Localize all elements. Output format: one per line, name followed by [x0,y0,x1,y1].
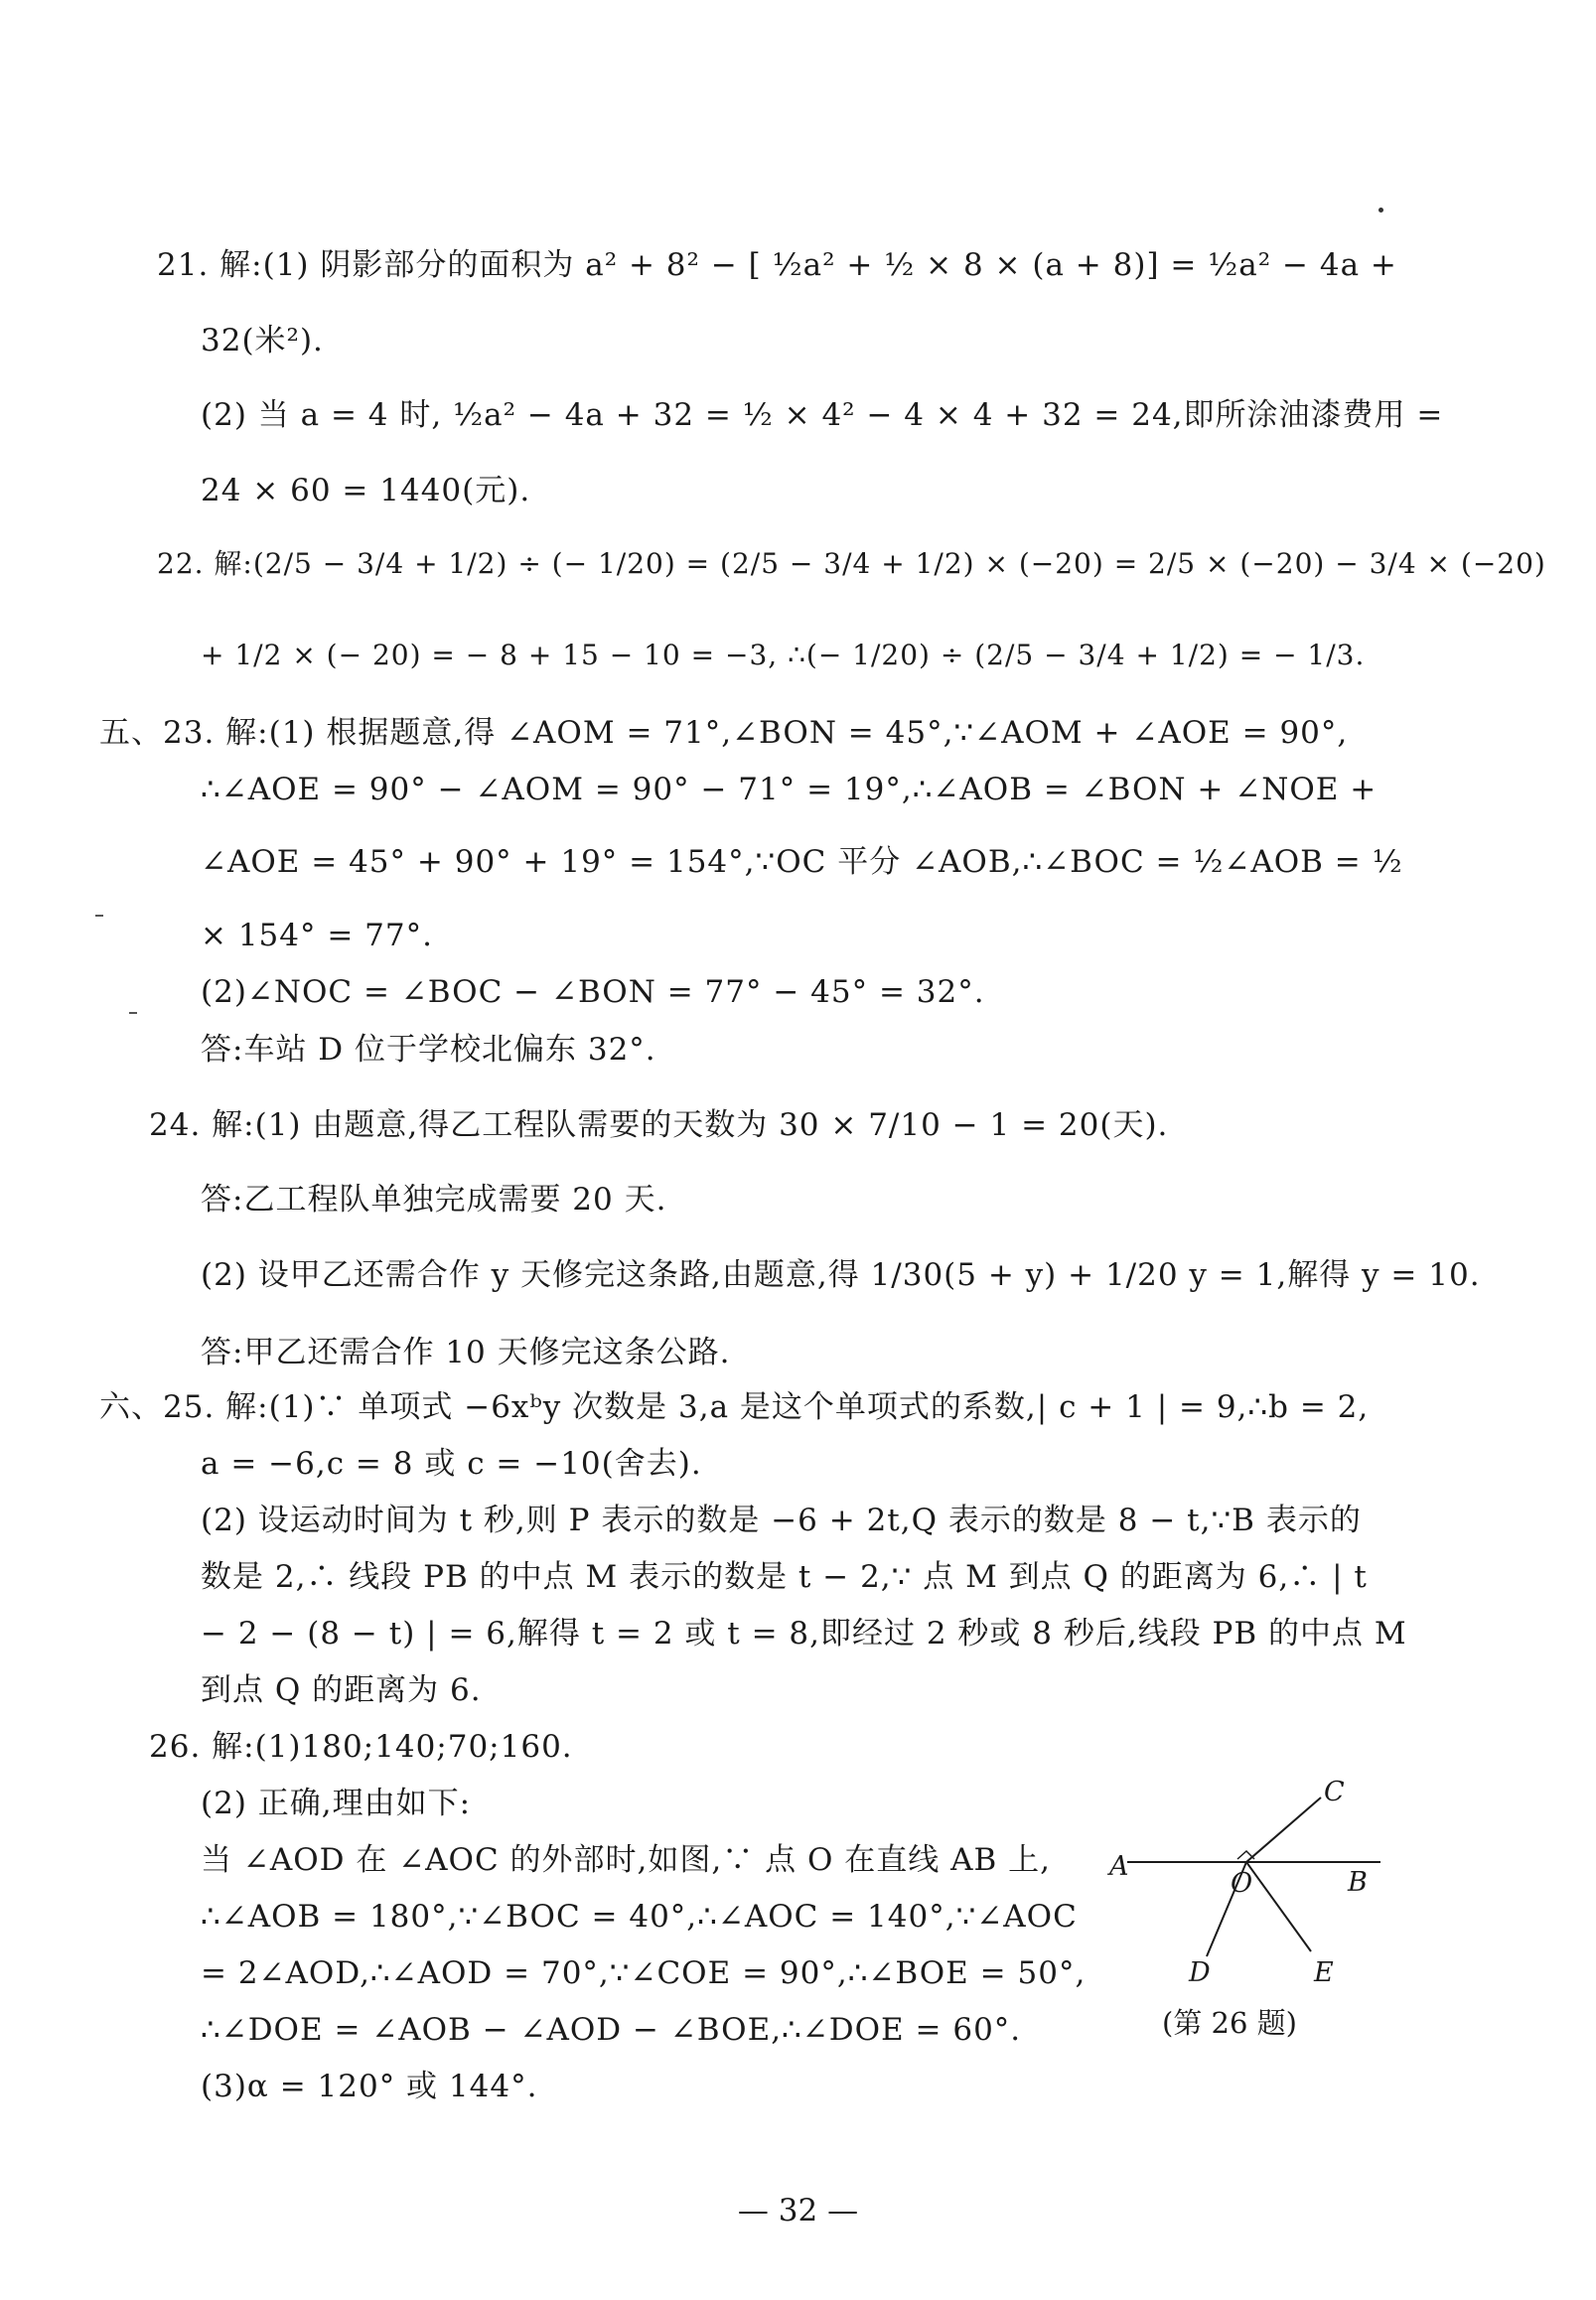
text-line-q21-4: 24 × 60 = 1440(元). [201,473,531,508]
label-o: O [1231,1868,1253,1899]
text-line-q24-1: 24. 解:(1) 由题意,得乙工程队需要的天数为 30 × 7/10 − 1 = 20(天). [149,1107,1169,1143]
text-line-q26-4: ∴∠AOB = 180°,∵∠BOC = 40°,∴∠AOC = 140°,∵∠AOC [201,1899,1078,1935]
text-line-q21-1: 21. 解:(1) 阴影部分的面积为 a² + 8² − [ ½a² + ½ × 8 × (a + 8)] = ½a² − 4a + [157,247,1397,283]
label-d: D [1189,1957,1211,1988]
text-line-q25-6: 到点 Q 的距离为 6. [201,1672,482,1708]
ink-mark [129,1012,137,1014]
text-line-q23-2: ∴∠AOE = 90° − ∠AOM = 90° − 71° = 19°,∴∠AOB = ∠BON + ∠NOE + [201,772,1378,807]
text-line-q26-3: 当 ∠AOD 在 ∠AOC 的外部时,如图,∵ 点 O 在直线 AB 上, [201,1842,1051,1878]
text-line-q24-2: (2) 设甲乙还需合作 y 天修完这条路,由题意,得 1/30(5 + y) + 1/20 y = 1,解得 y = 10. [201,1257,1481,1293]
text-line-q21-3: (2) 当 a = 4 时, ½a² − 4a + 32 = ½ × 4² − 4 × 4 + 32 = 24,即所涂油漆费用 = [201,397,1444,433]
figure-caption: (第 26 题) [1162,2006,1297,2040]
text-line-q23-3: ∠AOE = 45° + 90° + 19° = 154°,∵OC 平分 ∠AOB,∴∠BOC = ½∠AOB = ½ [201,844,1403,880]
text-line-q24-answer-2: 答:甲乙还需合作 10 天修完这条公路. [201,1335,731,1370]
text-line-q23-1: 五、23. 解:(1) 根据题意,得 ∠AOM = 71°,∠BON = 45°,∵∠AOM + ∠AOE = 90°, [99,715,1349,751]
text-line-q25-3: (2) 设运动时间为 t 秒,则 P 表示的数是 −6 + 2t,Q 表示的数是 8 − t,∵B 表示的 [201,1503,1362,1538]
label-a: A [1109,1851,1129,1882]
text-line-q26-2: (2) 正确,理由如下: [201,1786,472,1821]
text-line-q26-1: 26. 解:(1)180;140;70;160. [149,1729,573,1765]
text-line-q25-5: − 2 − (8 − t) | = 6,解得 t = 2 或 t = 8,即经过 2 秒或 8 秒后,线段 PB 的中点 M [201,1616,1407,1652]
text-line-q26-7: (3)α = 120° 或 144°. [201,2069,538,2104]
text-line-q25-4: 数是 2,∴ 线段 PB 的中点 M 表示的数是 t − 2,∵ 点 M 到点 Q 的距离为 6,∴ | t [201,1559,1368,1595]
label-c: C [1324,1777,1345,1807]
ink-mark [95,915,103,917]
page-number: — 32 — [737,2193,859,2228]
text-line-q26-6: ∴∠DOE = ∠AOB − ∠AOD − ∠BOE,∴∠DOE = 60°. [201,2012,1022,2048]
text-line-q23-5: (2)∠NOC = ∠BOC − ∠BON = 77° − 45° = 32°. [201,974,985,1010]
text-line-q24-answer-1: 答:乙工程队单独完成需要 20 天. [201,1182,667,1218]
text-line-q22-2: + 1/2 × (− 20) = − 8 + 15 − 10 = −3, ∴(− 1/20) ÷ (2/5 − 3/4 + 1/2) = − 1/3. [201,639,1366,671]
label-b: B [1348,1867,1368,1898]
text-line-q23-4: × 154° = 77°. [201,918,433,953]
ray-oc [1246,1797,1321,1862]
text-line-q26-5: = 2∠AOD,∴∠AOD = 70°,∵∠COE = 90°,∴∠BOE = 50°, [201,1955,1087,1991]
text-line-q22-1: 22. 解:(2/5 − 3/4 + 1/2) ÷ (− 1/20) = (2/5 − 3/4 + 1/2) × (−20) = 2/5 × (−20) − 3/4 × (−20) [157,547,1546,580]
ink-dot [1378,208,1383,213]
text-line-q25-1: 六、25. 解:(1)∵ 单项式 −6xᵇy 次数是 3,a 是这个单项式的系数,| c + 1 | = 9,∴b = 2, [99,1389,1370,1425]
label-e: E [1314,1957,1334,1988]
text-line-q25-2: a = −6,c = 8 或 c = −10(舍去). [201,1446,702,1482]
text-line-q21-2: 32(米²). [201,323,324,359]
angle-figure-26 [1107,1768,1405,1996]
text-line-q23-answer: 答:车站 D 位于学校北偏东 32°. [201,1032,656,1068]
ray-oe [1246,1862,1311,1951]
